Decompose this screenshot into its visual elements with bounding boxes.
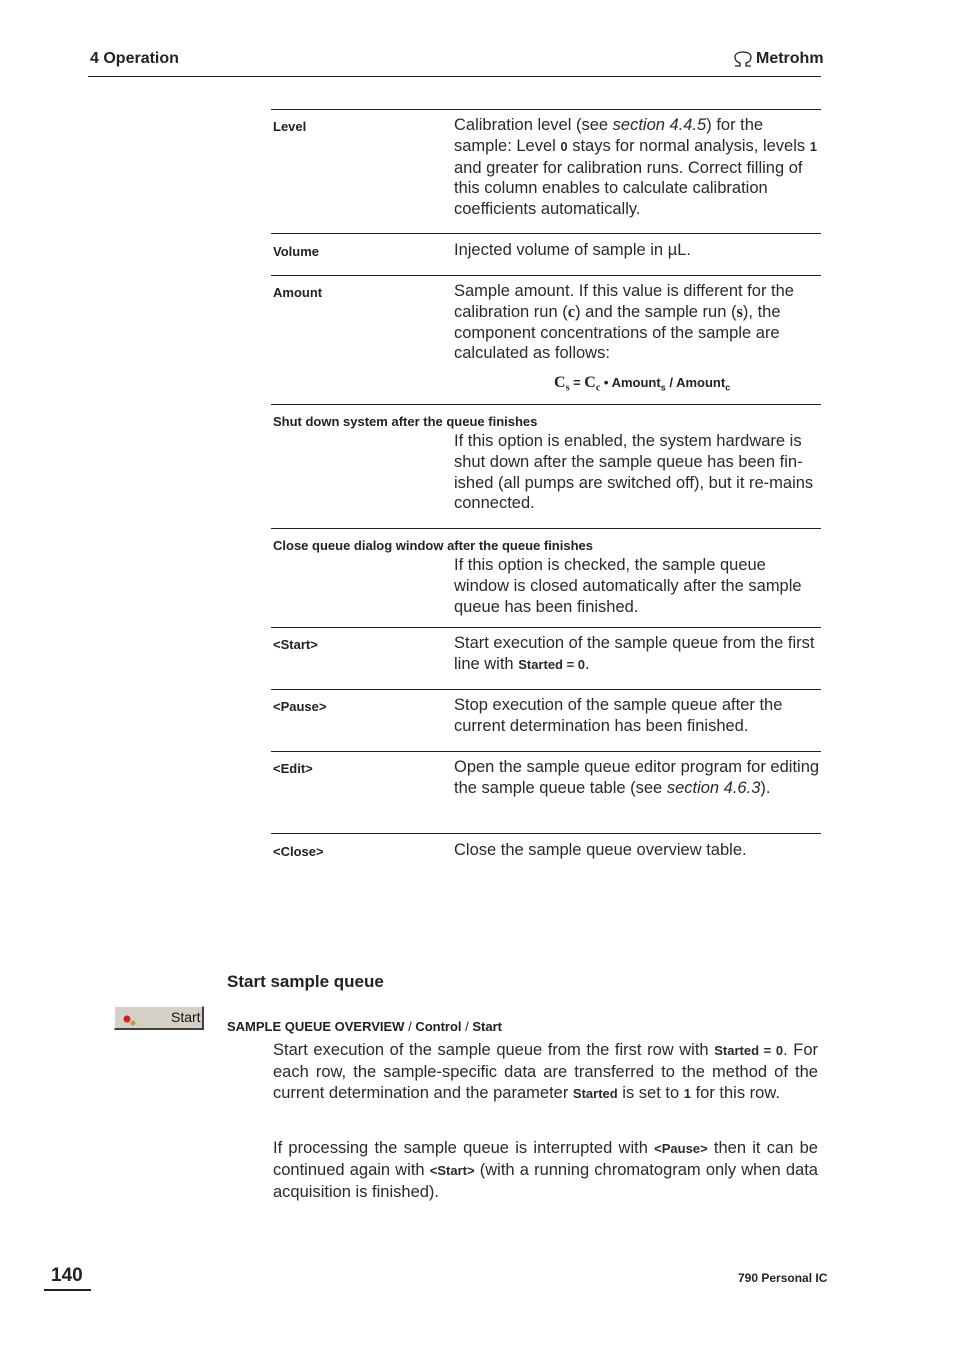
table-rule — [271, 275, 821, 276]
term-shutdown: Shut down system after the queue finishes — [273, 414, 538, 429]
term-start: <Start> — [273, 637, 318, 652]
desc-volume: Injected volume of sample in µL. — [454, 241, 691, 259]
header-rule — [88, 76, 821, 77]
desc-close: Close the sample queue overview table. — [454, 841, 747, 859]
term-close: <Close> — [273, 844, 324, 859]
table-rule — [271, 627, 821, 628]
term-pause: <Pause> — [273, 699, 327, 714]
start-button[interactable] — [114, 1006, 204, 1030]
body-paragraph: Start execution of the sample queue from the first row with Started = 0. For each row, the sample-specific data are transferred to the method of the current determination and the parameter Started is set to 1 for this row. — [273, 1041, 819, 1102]
term-amount: Amount — [273, 285, 323, 300]
table-rule — [271, 109, 821, 110]
desc-pause: Stop execution of the sample queue after the current determination has been finished. — [454, 696, 783, 735]
desc-shutdown: If this option is enabled, the system hardware is shut down after the sample queue has been fin-ished (all pumps are switched off), but it re-mains connected. — [454, 432, 814, 513]
chapter-title: 4 Operation — [90, 50, 179, 67]
desc-close-dialog: If this option is checked, the sample queue window is closed automatically after the sample queue has been finished. — [454, 556, 802, 616]
omega-icon — [733, 51, 753, 67]
logo-text: Metrohm — [756, 50, 824, 67]
table-rule — [271, 689, 821, 690]
section-title: Start sample queue — [227, 972, 384, 991]
metrohm-logo — [733, 50, 824, 68]
product-name: 790 Personal IC — [738, 1271, 828, 1285]
term-volume: Volume — [273, 244, 319, 259]
table-rule — [271, 233, 821, 234]
desc-edit: Open the sample queue editor program for editing the sample queue table (see section 4.6.3). — [454, 758, 820, 797]
table-rule — [271, 404, 821, 405]
term-edit: <Edit> — [273, 761, 313, 776]
desc-level: Calibration level (see section 4.4.5) for the sample: Level 0 stays for normal analysis, levels 1 and greater for calibration runs. Correct filling of this column enables to calculate calibration coefficients automatically. — [454, 116, 817, 219]
term-level: Level — [273, 119, 307, 134]
start-button-label: Start — [171, 1009, 201, 1025]
desc-start: Start execution of the sample queue from the first line with Started = 0. — [454, 634, 815, 673]
start-queue-icon — [123, 1014, 137, 1026]
table-rule — [271, 751, 821, 752]
body-paragraph: If processing the sample queue is interrupted with <Pause> then it can be continued again with <Start> (with a running chromatogram only when data acquisition is finished). — [273, 1139, 818, 1201]
table-rule — [271, 833, 821, 834]
menu-path: SAMPLE QUEUE OVERVIEW / Control / Start — [227, 1019, 502, 1034]
term-close-dialog: Close queue dialog window after the queue finishes — [273, 538, 593, 553]
table-rule — [271, 528, 821, 529]
page-number: 140 — [51, 1265, 83, 1286]
desc-amount: Sample amount. If this value is different for the calibration run (c) and the sample run (s), the component concentrations of the sample are calculated as follows: — [454, 282, 794, 363]
amount-formula: $C_s = C_c$ • Amount$_s$ / Amount$_c$ — [554, 374, 731, 394]
footer-rule — [44, 1289, 91, 1291]
